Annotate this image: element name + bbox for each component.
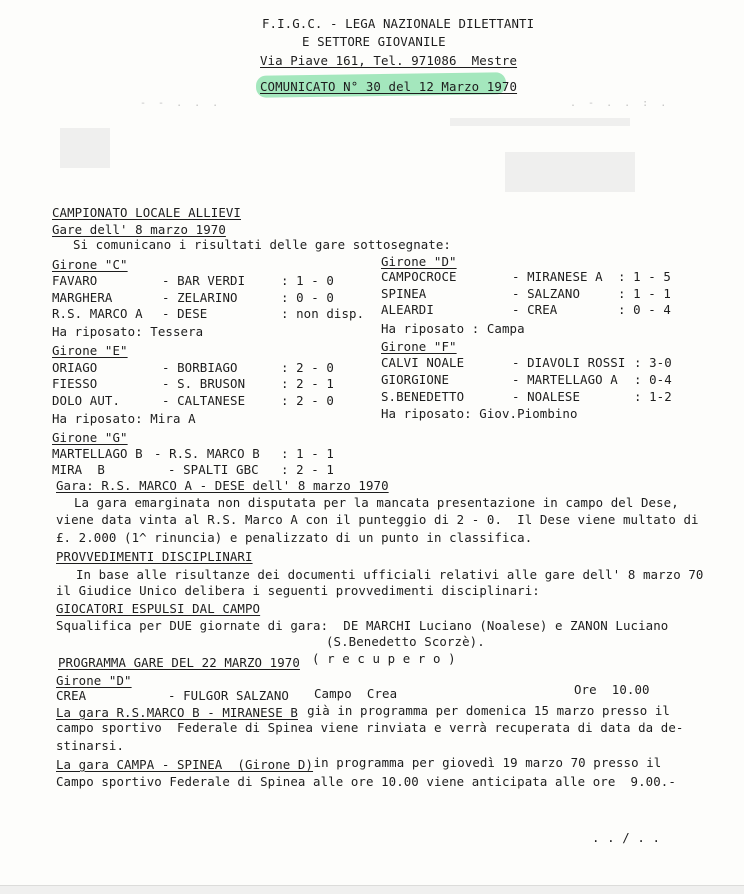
provvedimenti-title: PROVVEDIMENTI DISCIPLINARI [56,549,253,564]
result-away: - BORBIAGO [162,360,238,375]
result-score: : 1 - 1 [618,286,671,301]
result-score: : 1 - 5 [618,269,671,284]
result-away: - S. BRUSON [162,376,246,391]
girone-g-title: Girone "G" [52,430,128,445]
squalifica-line: (S.Benedetto Scorzè). [326,634,485,649]
anticipo-title: La gara CAMPA - SPINEA (Girone D) [56,757,314,772]
gara-paragraph-line: La gara emarginata non disputata per la mancata presentazione in campo del Dese, [74,495,679,510]
result-score: : 1 - 1 [281,446,334,461]
result-home: ALEARDI [381,302,434,317]
comunicato-title: COMUNICATO N° 30 del 12 Marzo 1970 [260,79,518,94]
result-home: FIESSO [52,376,98,391]
girone-f-title: Girone "F" [381,339,457,354]
scan-smudge [450,118,630,126]
result-away: - MARTELLAGO A [512,372,618,387]
rinvio-title: La gara R.S.MARCO B - MIRANESE B [56,705,298,720]
result-home: DOLO AUT. [52,393,121,408]
scan-smudge [505,152,635,192]
result-away: - CREA [512,302,558,317]
programma-note: ( r e c u p e r o ) [312,651,456,666]
result-away: - NOALESE [512,389,581,404]
rinvio-line: campo sportivo Federale di Spinea viene rinviata e verrà recuperata di data da de- [56,720,684,735]
result-score: : 3-0 [634,355,672,370]
girone-d-title: Girone "D" [381,254,457,269]
result-score: : 0 - 4 [618,302,671,317]
bleed-through-marks: . - . . : . [570,98,670,109]
gara-title: Gara: R.S. MARCO A - DESE dell' 8 marzo 1970 [56,478,389,493]
result-away: - R.S. MARCO B [154,446,260,461]
anticipo-line: in programma per giovedì 19 marzo 70 presso il [306,755,662,770]
header-line-1: F.I.G.C. - LEGA NAZIONALE DILETTANTI [262,16,535,31]
result-score: : 0-4 [634,372,672,387]
result-score: : 2 - 0 [281,393,334,408]
result-home: MARGHERA [52,290,113,305]
result-home: SPINEA [381,286,427,301]
rinvio-line: stinarsi. [56,738,125,753]
fixture-away: - FULGOR SALZANO [168,688,289,703]
result-score: : 0 - 0 [281,290,334,305]
rest-note: Ha riposato : Campa [381,321,525,336]
section-intro: Si comunicano i risultati delle gare sottosegnate: [73,237,451,252]
provvedimenti-line: In base alle risultanze dei documenti ufficiali relativi alle gare dell' 8 marzo 70 [76,567,704,582]
result-home: FAVARO [52,273,98,288]
result-away: - DIAVOLI ROSSI [512,355,626,370]
rest-note: Ha riposato: Giov.Piombino [381,406,578,421]
header-line-3: Via Piave 161, Tel. 971086 Mestre [260,53,518,68]
girone-e-title: Girone "E" [52,343,128,358]
scan-smudge [60,128,110,168]
provvedimenti-line: il Giudice Unico delibera i seguenti provvedimenti disciplinari: [56,583,540,598]
result-away: - SPALTI GBC [168,462,259,477]
continued-mark: . . / . . [592,830,661,845]
rest-note: Ha riposato: Tessera [52,324,204,339]
result-home: GIORGIONE [381,372,450,387]
result-home: S.BENEDETTO [381,389,465,404]
result-away: - DESE [162,306,208,321]
programma-girone: Girone "D" [56,673,132,688]
fixture-ore: Ore 10.00 [574,682,650,697]
result-away: - MIRANESE A [512,269,603,284]
result-score: : non disp. [281,306,365,321]
result-away: - BAR VERDI [162,273,246,288]
result-away: - SALZANO [512,286,581,301]
result-score: : 2 - 0 [281,360,334,375]
header-line-2: E SETTORE GIOVANILE [302,34,446,49]
espulsi-title: GIOCATORI ESPULSI DAL CAMPO [56,601,261,616]
bleed-through-marks: - - . . . [140,98,222,109]
result-away: - CALTANESE [162,393,246,408]
result-home: MARTELLAGO B [52,446,143,461]
result-home: CALVI NOALE [381,355,465,370]
result-home: MIRA B [52,462,105,477]
gara-paragraph-line: £. 2.000 (1^ rinuncia) e penalizzato di un punto in classifica. [56,530,533,545]
programma-title: PROGRAMMA GARE DEL 22 MARZO 1970 [58,655,300,670]
gara-paragraph-line: viene data vinta al R.S. Marco A con il punteggio di 2 - 0. Il Dese viene multato di [56,512,699,527]
fixture-campo: Campo Crea [314,686,398,701]
section-title: CAMPIONATO LOCALE ALLIEVI [52,205,241,220]
result-score: : 2 - 1 [281,376,334,391]
squalifica-line: Squalifica per DUE giornate di gara: DE MARCHI Luciano (Noalese) e ZANON Luciano [56,618,669,633]
fixture-home: CREA [56,688,87,703]
result-home: CAMPOCROCE [381,269,457,284]
anticipo-line: Campo sportivo Federale di Spinea alle ore 10.00 viene anticipata alle ore 9.00.- [56,774,676,789]
section-date: Gare dell' 8 marzo 1970 [52,222,226,237]
result-home: ORIAGO [52,360,98,375]
rinvio-line: già in programma per domenica 15 marzo presso il [292,703,670,718]
result-score: : 1 - 0 [281,273,334,288]
girone-c-title: Girone "C" [52,257,128,272]
result-away: - ZELARINO [162,290,238,305]
result-home: R.S. MARCO A [52,306,143,321]
result-score: : 2 - 1 [281,462,334,477]
rest-note: Ha riposato: Mira A [52,411,196,426]
result-score: : 1-2 [634,389,672,404]
